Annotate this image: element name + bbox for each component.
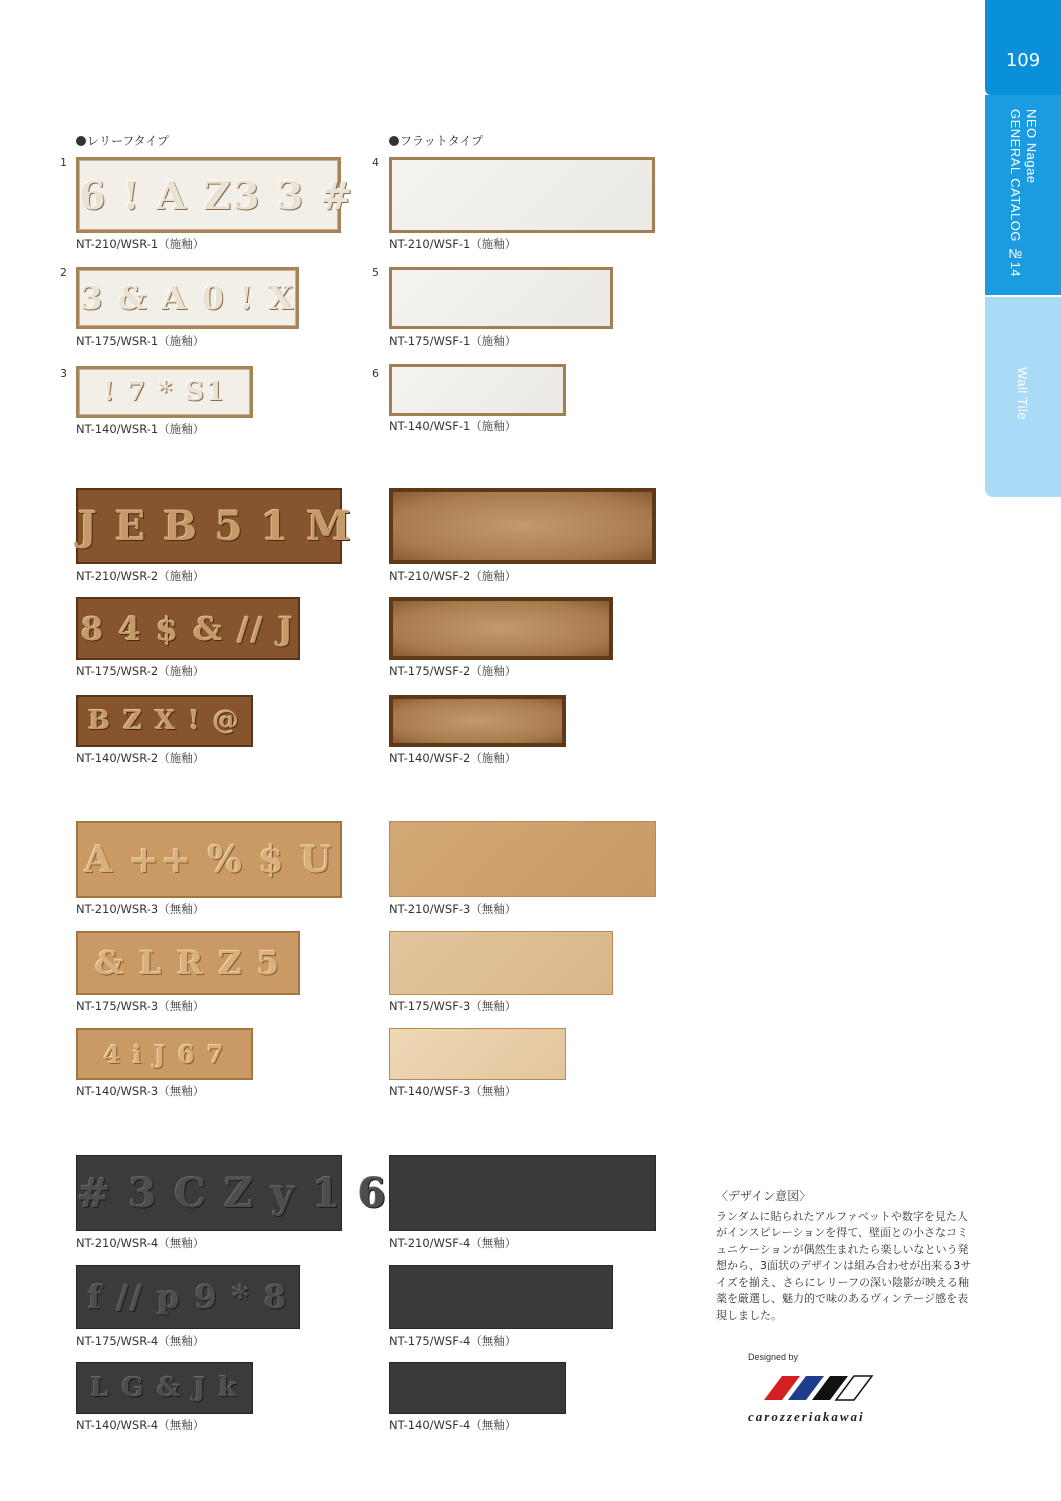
relief-glyphs: L G & J k — [90, 1373, 239, 1403]
relief-tile — [76, 1362, 253, 1414]
page-number: 109 — [1005, 50, 1041, 71]
designer-logo-icon — [748, 1374, 908, 1402]
designer-name: carozzeriakawai — [748, 1409, 865, 1424]
relief-tile — [76, 1265, 300, 1329]
item-number: 6 — [372, 367, 379, 380]
relief-glyphs: 6 ! A Z3 3 # — [79, 172, 355, 218]
relief-glyphs: 8 4 $ & // J — [81, 609, 295, 648]
relief-tile — [76, 488, 353, 564]
bullet-icon — [389, 136, 399, 146]
tile-caption: NT-210/WSR-2（施釉） — [76, 569, 205, 583]
tile-caption: NT-140/WSR-1（施釉） — [76, 422, 205, 436]
tile-caption: NT-140/WSF-4（無釉） — [389, 1418, 517, 1432]
tile-caption: NT-175/WSR-4（無釉） — [76, 1334, 205, 1348]
relief-tile — [76, 931, 300, 995]
flat-tile — [389, 157, 655, 233]
flat-tile — [389, 931, 613, 995]
relief-glyphs: J E B 5 1 M — [78, 502, 353, 550]
tile-caption: NT-175/WSF-2（施釉） — [389, 664, 517, 678]
design-intent-body: ランダムに貼られたアルファベットや数字を見た人がインスピレーションを得て、壁面との小さなコミュニケーションが偶然生まれたら楽しいなという発想から、3面状のデザインは組み合わせが出来る3サイズを揃え、さらにレリーフの深い陰影が映える釉薬を厳選し、魅力的で味のあるヴィンテージ感を表現しました。 — [716, 1209, 972, 1322]
flat-tile — [389, 597, 613, 660]
tile-caption: NT-210/WSR-3（無釉） — [76, 902, 205, 916]
flat-heading: フラットタイプ — [389, 132, 483, 149]
relief-glyphs: 4 i J 6 7 — [103, 1039, 226, 1069]
relief-tile — [76, 695, 253, 747]
tile-caption: NT-210/WSF-4（無釉） — [389, 1236, 517, 1250]
flat-tile — [389, 267, 613, 329]
category-label: Wall Tile — [1015, 367, 1030, 421]
designed-by-label: Designed by — [748, 1352, 799, 1362]
item-number: 3 — [60, 367, 67, 380]
category-tab — [985, 297, 1061, 497]
flat-tile — [389, 821, 656, 897]
flat-tile — [389, 1028, 566, 1080]
tile-caption: NT-210/WSR-1（施釉） — [76, 237, 205, 251]
catalog-title-line2: GENERAL CATALOG №14 — [1008, 109, 1023, 278]
relief-tile — [76, 597, 300, 660]
catalog-title — [1007, 109, 1039, 277]
relief-tile — [76, 1028, 253, 1080]
item-number: 5 — [372, 266, 379, 279]
tile-caption: NT-175/WSR-3（無釉） — [76, 999, 205, 1013]
tile-caption: NT-140/WSR-4（無釉） — [76, 1418, 205, 1432]
catalog-title-line1: NEO Nagae — [1024, 109, 1039, 184]
relief-heading: レリーフタイプ — [76, 132, 169, 149]
catalog-tab — [985, 95, 1061, 295]
relief-glyphs: A ++ % $ U — [84, 838, 334, 881]
flat-tile — [389, 695, 566, 747]
flat-tile — [389, 364, 566, 416]
relief-glyphs: ! 7 * S1 — [102, 377, 227, 407]
tile-caption: NT-140/WSF-3（無釉） — [389, 1084, 517, 1098]
tile-caption: NT-140/WSF-1（施釉） — [389, 419, 517, 433]
relief-glyphs: 3 & A 0 ! X — [80, 279, 295, 317]
tile-caption: NT-175/WSF-4（無釉） — [389, 1334, 517, 1348]
item-number: 4 — [372, 156, 379, 169]
relief-tile — [76, 366, 253, 418]
relief-tile — [76, 157, 355, 233]
design-intent-title: 〈デザイン意図〉 — [716, 1189, 812, 1203]
flat-tile — [389, 1265, 613, 1329]
item-number: 1 — [60, 156, 67, 169]
relief-tile — [76, 267, 299, 329]
item-number: 2 — [60, 266, 67, 279]
tile-caption: NT-210/WSF-2（施釉） — [389, 569, 517, 583]
flat-tile — [389, 1155, 656, 1231]
tile-caption: NT-210/WSF-3（無釉） — [389, 902, 517, 916]
page-number-tab — [985, 0, 1061, 95]
relief-glyphs: & L R Z 5 — [94, 944, 282, 982]
tile-caption: NT-140/WSR-2（施釉） — [76, 751, 205, 765]
design-intent — [716, 1188, 976, 1324]
tile-caption: NT-210/WSR-4（無釉） — [76, 1236, 205, 1250]
relief-tile — [76, 1155, 388, 1231]
relief-glyphs: B Z X ! @ — [88, 706, 241, 736]
relief-glyphs: f // p 9 * 8 — [87, 1278, 289, 1316]
tile-caption: NT-210/WSF-1（施釉） — [389, 237, 517, 251]
flat-tile — [389, 1362, 566, 1414]
relief-tile — [76, 821, 342, 898]
tile-caption: NT-175/WSF-1（施釉） — [389, 334, 517, 348]
relief-glyphs: # 3 C Z y 1 6 — [77, 1169, 388, 1217]
tile-caption: NT-175/WSR-1（施釉） — [76, 334, 205, 348]
tile-caption: NT-175/WSF-3（無釉） — [389, 999, 517, 1013]
tile-caption: NT-140/WSR-3（無釉） — [76, 1084, 205, 1098]
tile-caption: NT-140/WSF-2（施釉） — [389, 751, 517, 765]
flat-tile — [389, 488, 656, 564]
tile-caption: NT-175/WSR-2（施釉） — [76, 664, 205, 678]
bullet-icon — [76, 136, 86, 146]
